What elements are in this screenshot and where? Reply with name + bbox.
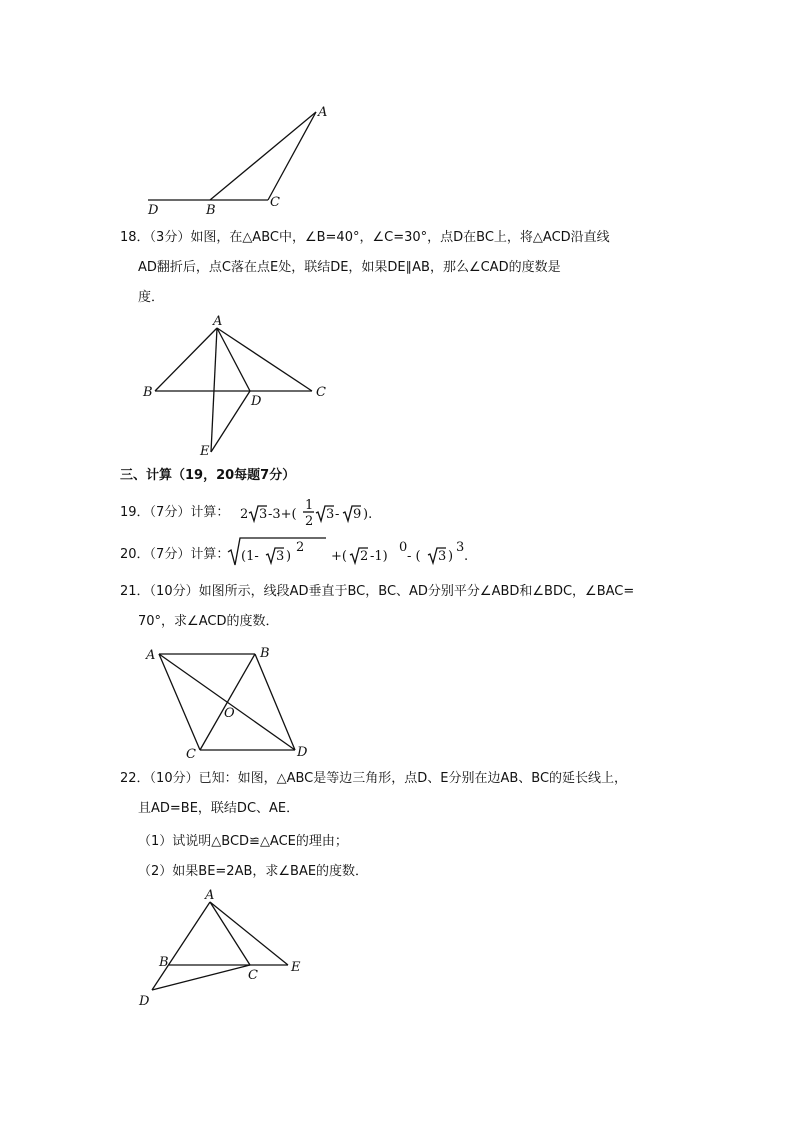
label-O: O (224, 706, 235, 721)
q21-line2: 70°，求∠ACD的度数． (138, 614, 279, 629)
expr-end: ). (363, 507, 373, 522)
q20-prefix: 20．（7分）计算： (120, 547, 230, 562)
label-C: C (186, 747, 196, 762)
section-3-title: 三、计算（19，20每题7分） (120, 468, 296, 483)
q18-line2: AD翻折后，点C落在点E处，联结DE，如果DE∥AB，那么∠CAD的度数是 (138, 260, 561, 275)
line-BA (210, 112, 316, 200)
expr-frac-num: 1 (305, 498, 314, 513)
expr-radicand-3: 9 (353, 507, 362, 522)
expr-exp-2: 0 (399, 540, 408, 555)
q22-sub1: （1）试说明△BCD≌△ACE的理由； (138, 834, 348, 849)
expr-radicand-1: 3 (259, 507, 268, 522)
q20-expression (226, 534, 476, 570)
q22-line1: 22．（10分）已知：如图，△ABC是等边三角形，点D、E分别在边AB、BC的延长线上， (120, 771, 628, 786)
q22-sub2: （2）如果BE=2AB，求∠BAE的度数． (138, 864, 369, 879)
expr-plus-open: +( (331, 549, 347, 564)
label-E: E (200, 444, 210, 459)
expr-radicand-1: 3 (276, 549, 285, 564)
expr-frac-den: 2 (305, 514, 314, 529)
expr-minus-one: -1) (370, 549, 388, 564)
label-D: D (297, 745, 308, 760)
label-A: A (213, 314, 223, 329)
line-DE (211, 391, 250, 452)
q21-line1: 21．（10分）如图所示，线段AD垂直于BC，BC、AD分别平分∠ABD和∠BDC，∠BAC= (120, 584, 635, 599)
label-B: B (206, 203, 216, 218)
expr-middle-1: -3+( (268, 507, 297, 522)
label-C: C (316, 385, 326, 400)
q18-line1: 18．（3分）如图，在△ABC中，∠B=40°，∠C=30°，点D在BC上，将△ACD沿直线 (120, 230, 610, 245)
figure-q17 (140, 100, 340, 220)
expr-inner-close: ) (286, 549, 292, 564)
label-B: B (260, 646, 270, 661)
line-AD (217, 328, 250, 391)
expr-coef: 2 (240, 507, 249, 522)
expr-middle-2: - (335, 507, 340, 522)
expr-minus-open: - ( (407, 549, 421, 564)
expr-exp-3: 3 (456, 540, 465, 555)
label-A: A (205, 888, 215, 903)
label-C: C (270, 195, 280, 210)
figure-q22 (135, 885, 325, 1015)
label-A: A (318, 105, 328, 120)
line-AB (155, 328, 217, 391)
expr-end: . (464, 549, 469, 564)
label-D: D (251, 394, 262, 409)
expr-close: ) (448, 549, 454, 564)
expr-radicand-3: 3 (438, 549, 447, 564)
figure-q21 (140, 640, 330, 765)
expr-inner-open: (1- (241, 549, 259, 564)
q19-prefix: 19．（7分）计算： (120, 505, 230, 520)
line-CA (268, 112, 316, 200)
expr-radicand-2: 3 (326, 507, 335, 522)
line-AE (211, 328, 217, 452)
q19-expression (232, 494, 402, 530)
line-AC (217, 328, 312, 391)
q22-line2: 且AD=BE，联结DC、AE． (138, 801, 300, 816)
figure-q18 (140, 312, 340, 462)
label-D: D (148, 203, 159, 218)
q18-line3: 度． (138, 290, 165, 305)
label-E: E (291, 960, 301, 975)
line-BC (200, 654, 255, 750)
label-D: D (139, 994, 150, 1009)
expr-radicand-2: 2 (360, 549, 369, 564)
label-C: C (248, 968, 258, 983)
label-B: B (143, 385, 153, 400)
label-B: B (159, 955, 169, 970)
line-AE (210, 902, 288, 965)
expr-exp-1: 2 (296, 540, 305, 555)
line-AC (210, 902, 250, 965)
label-A: A (146, 648, 156, 663)
